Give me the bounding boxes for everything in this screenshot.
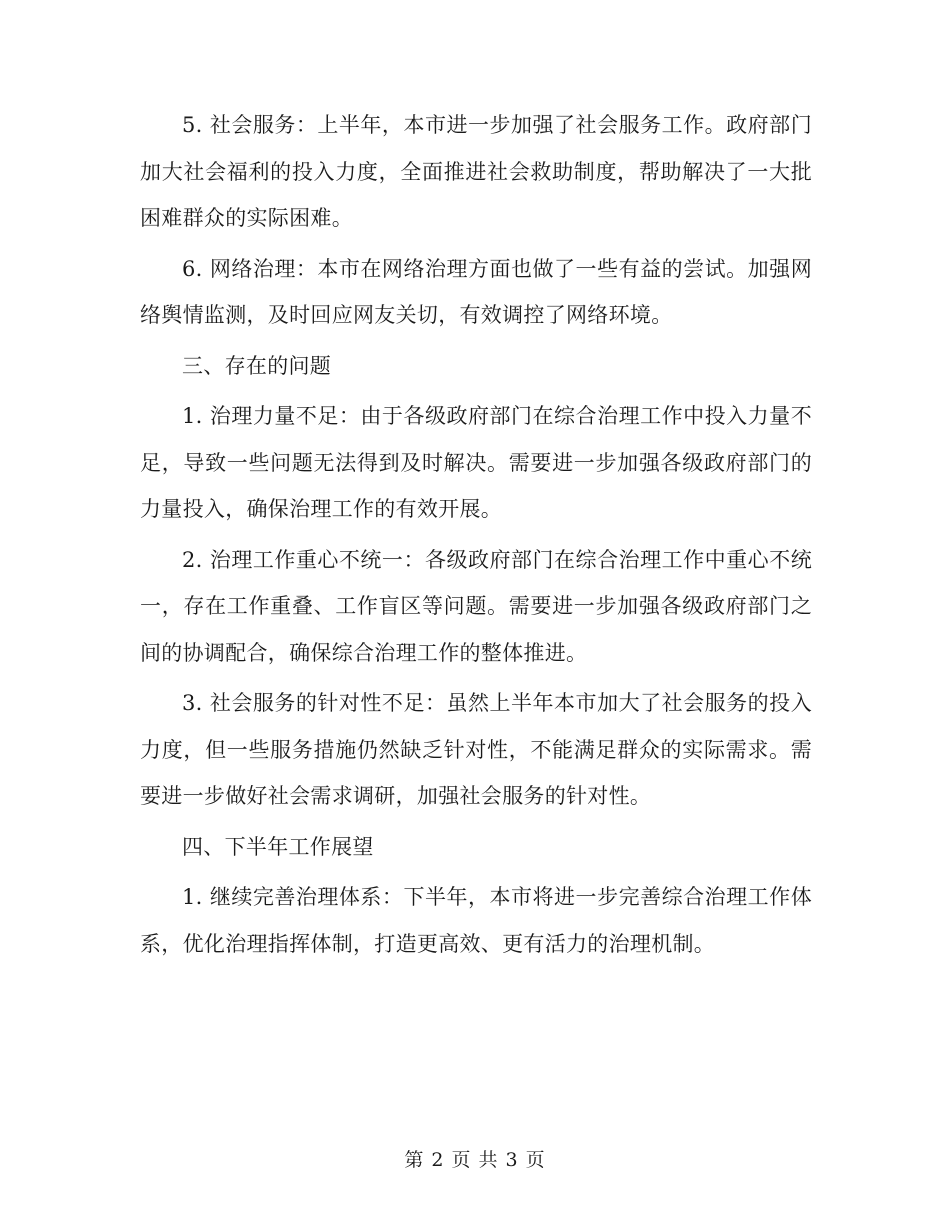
paragraph-network-governance: 6. 网络治理：本市在网络治理方面也做了一些有益的尝试。加强网络舆情监测，及时回应网友关切，有效调控了网络环境。 — [140, 256, 812, 327]
paragraph-insufficient-force: 1. 治理力量不足：由于各级政府部门在综合治理工作中投入力量不足，导致一些问题无法得到及时解决。需要进一步加强各级政府部门的力量投入，确保治理工作的有效开展。 — [140, 404, 812, 521]
page-number-footer: 第 2 页 共 3 页 — [404, 1149, 546, 1171]
paragraph-service-targeting: 3. 社会服务的针对性不足：虽然上半年本市加大了社会服务的投入力度，但一些服务措施仍然缺乏针对性，不能满足群众的实际需求。需要进一步做好社会需求调研，加强社会服务的针对性。 — [140, 691, 812, 808]
document-body — [140, 102, 812, 967]
paragraph-social-service: 5. 社会服务：上半年，本市进一步加强了社会服务工作。政府部门加大社会福利的投入力度，全面推进社会救助制度，帮助解决了一大批困难群众的实际困难。 — [140, 113, 812, 230]
paragraph-inconsistent-focus: 2. 治理工作重心不统一：各级政府部门在综合治理工作中重心不统一，存在工作重叠、工作盲区等问题。需要进一步加强各级政府部门之间的协调配合，确保综合治理工作的整体推进。 — [140, 547, 812, 665]
paragraph-improve-system: 1. 继续完善治理体系：下半年，本市将进一步完善综合治理工作体系，优化治理指挥体制，打造更高效、更有活力的治理机制。 — [140, 885, 812, 956]
section-heading-outlook: 四、下半年工作展望 — [182, 834, 374, 859]
section-heading-problems: 三、存在的问题 — [182, 353, 332, 378]
